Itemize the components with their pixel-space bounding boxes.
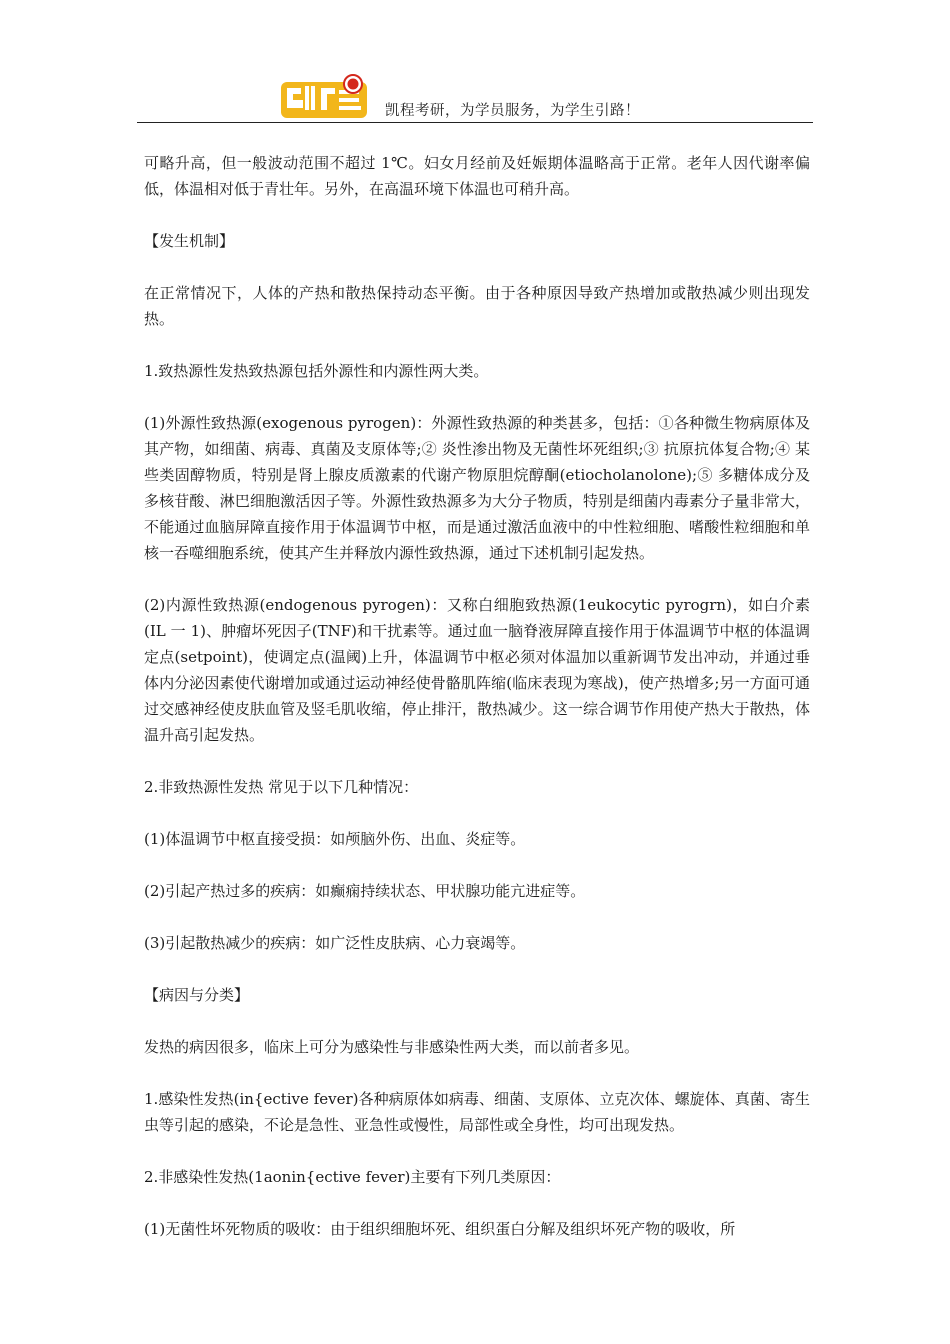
section-heading-mechanism: 【发生机制】 <box>144 232 235 250</box>
paragraph-infective-fever: 1.感染性发热(in{ective fever)各种病原体如病毒、细菌、支原体、立克次体、螺旋体、真菌、寄生虫等引起的感染，不论是急性、亚急性或慢性，局部性或全身性，均可出现发热。 <box>144 1090 810 1134</box>
paragraph-non-pyrogenic-fever: 2.非致热源性发热 常见于以下几种情况： <box>144 778 419 796</box>
paragraph-balance: 在正常情况下，人体的产热和散热保持动态平衡。由于各种原因导致产热增加或散热减少则出现发热。 <box>144 284 810 328</box>
page-header <box>137 62 813 124</box>
list-item-heat-production: (2)引起产热过多的疾病：如癫痫持续状态、甲状腺功能亢进症等。 <box>144 882 586 900</box>
header-divider <box>137 122 813 123</box>
paragraph-temperature: 可略升高，但一般波动范围不超过 1℃。妇女月经前及妊娠期体温略高于正常。老年人因代谢率偏低，体温相对低于青壮年。另外，在高温环境下体温也可稍升高。 <box>144 154 810 198</box>
list-item-center-damage: (1)体温调节中枢直接受损：如颅脑外伤、出血、炎症等。 <box>144 830 526 848</box>
paragraph-noninfective-fever: 2.非感染性发热(1aonin{ective fever)主要有下列几类原因： <box>144 1168 561 1186</box>
list-item-heat-loss: (3)引起散热减少的疾病：如广泛性皮肤病、心力衰竭等。 <box>144 934 526 952</box>
paragraph-endogenous-pyrogen: (2)内源性致热源(endogenous pyrogen)：又称白细胞致热源(1eukocytic pyrogrn)，如白介素(IL 一 1)、肿瘤坏死因子(TNF)和干扰素等。通过血一脑脊液屏障直接作用于体温调节中枢的体温调定点(setpoint)，使调定点(温阈)上升，体温调节中枢必须对体温加以重新调节发出冲动，并通过垂体内分泌因素使代谢增加或通过运动神经使骨骼肌阵缩(临床表现为寒战)，使产热增多;另一方面可通过交感神经使皮肤血管及竖毛肌收缩，停止排汗，散热减少。这一综合调节作用使产热大于散热，体温升高引起发热。 <box>144 596 810 744</box>
paragraph-exogenous-pyrogen: (1)外源性致热源(exogenous pyrogen)：外源性致热源的种类甚多，包括：①各种微生物病原体及其产物，如细菌、病毒、真菌及支原体等;② 炎性渗出物及无菌性坏死组织;③ 抗原抗体复合物;④ 某些类固醇物质，特别是肾上腺皮质激素的代谢产物原胆烷醇酮(etiocholanolone);⑤ 多糖体成分及多核苷酸、淋巴细胞激活因子等。外源性致热源多为大分子物质，特别是细菌内毒素分子量非常大，不能通过血脑屏障直接作用于体温调节中枢，而是通过激活血液中的中性粒细胞、嗜酸性粒细胞和单核一吞噬细胞系统，使其产生并释放内源性致热源，通过下述机制引起发热。 <box>144 414 810 562</box>
list-item-necrosis-absorption: (1)无菌性坏死物质的吸收：由于组织细胞坏死、组织蛋白分解及组织坏死产物的吸收，所 <box>144 1220 736 1238</box>
kaicheng-logo <box>279 72 369 122</box>
paragraph-etiology-intro: 发热的病因很多，临床上可分为感染性与非感染性两大类，而以前者多见。 <box>144 1038 640 1056</box>
header-slogan: 凯程考研，为学员服务，为学生引路！ <box>385 103 640 119</box>
section-heading-etiology: 【病因与分类】 <box>144 986 250 1004</box>
document-body <box>144 150 810 1242</box>
paragraph-pyrogenic-fever: 1.致热源性发热致热源包括外源性和内源性两大类。 <box>144 362 489 380</box>
